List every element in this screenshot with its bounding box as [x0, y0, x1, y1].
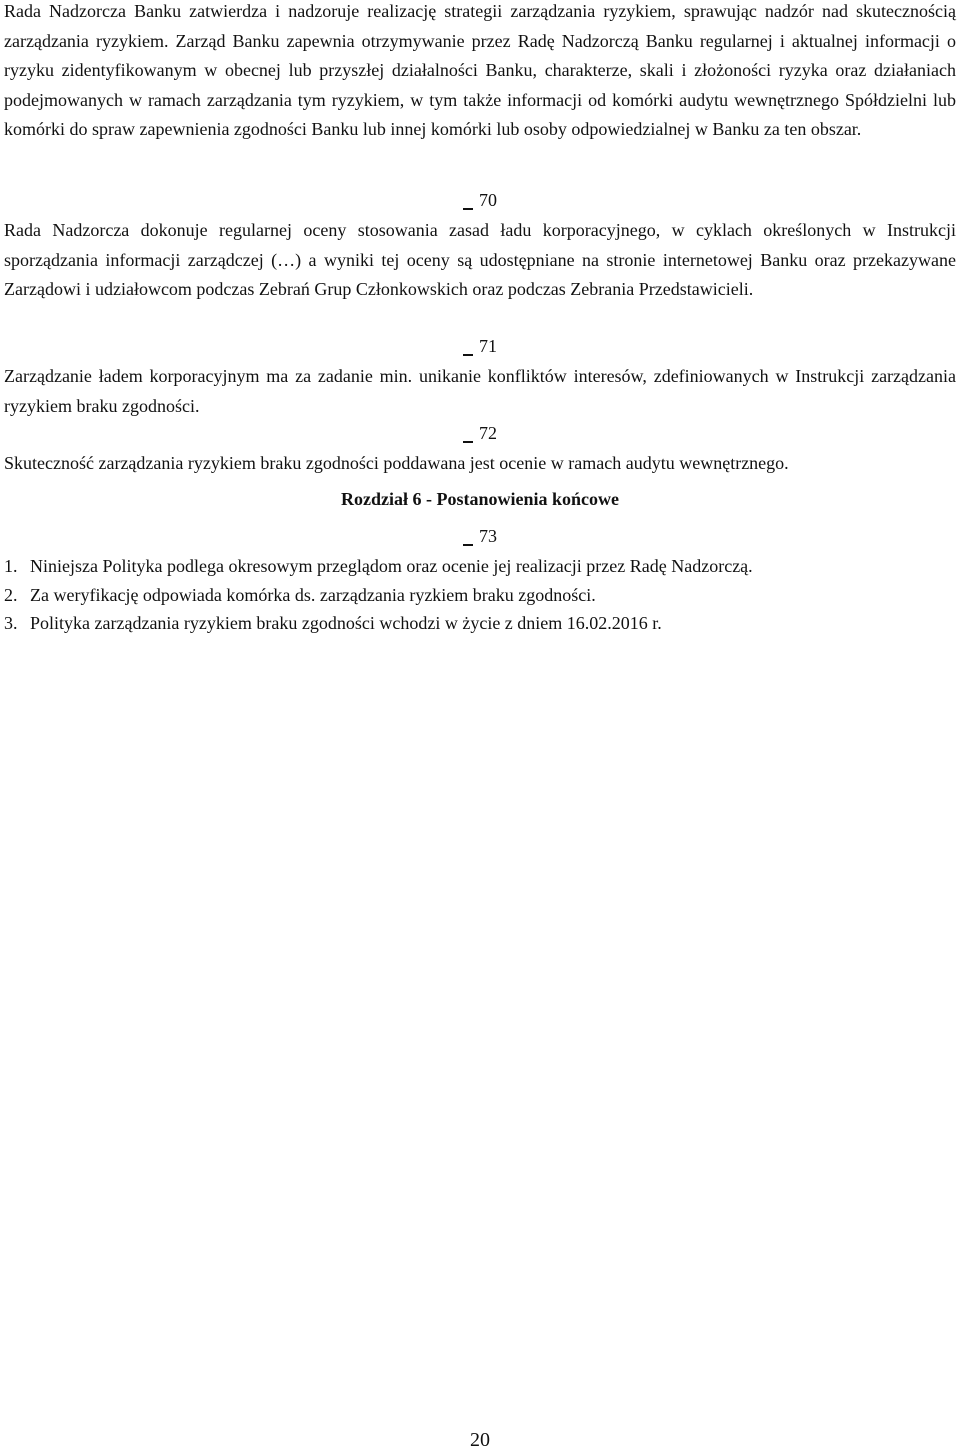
- section-heading-72: [0, 421, 960, 445]
- section-number: 70: [479, 190, 497, 210]
- list-item: [4, 609, 956, 638]
- section-heading-70: [0, 188, 960, 212]
- final-provisions-list: [4, 552, 956, 638]
- chapter-title: Rozdział 6 - Postanowienia końcowe: [341, 489, 619, 509]
- list-item: [4, 552, 956, 581]
- section-sign-icon: [463, 427, 473, 443]
- list-item-text: Polityka zarządzania ryzykiem braku zgodności wchodzi w życie z dniem 16.02.2016 r.: [30, 613, 662, 633]
- list-item-number: 1.: [4, 556, 18, 576]
- section-72-text: Skuteczność zarządzania ryzykiem braku zgodności poddawana jest ocenie w ramach audytu wewnętrznego.: [4, 453, 789, 473]
- section-71-text: Zarządzanie ładem korporacyjnym ma za zadanie min. unikanie konfliktów interesów, zdefiniowanych w Instrukcji zarządzania ryzykiem braku zgodności.: [4, 366, 956, 416]
- section-heading-73: [0, 524, 960, 548]
- section-number: 73: [479, 526, 497, 546]
- section-sign-icon: [463, 530, 473, 546]
- section-number: 72: [479, 423, 497, 443]
- list-item-number: 2.: [4, 584, 18, 605]
- page-number: 20: [470, 1429, 490, 1451]
- intro-paragraph: Rada Nadzorcza Banku zatwierdza i nadzoruje realizację strategii zarządzania ryzykiem, sprawując nadzór nad skutecznością zarządzania ryzykiem. Zarząd Banku zapewnia otrzymywanie przez Radę Nadzorczą Banku regularnej i aktualnej informacji o ryzyku zidentyfikowanym w obecnej lub przyszłej działalności Banku, charakterze, skali i złożoności ryzyka oraz działaniach podejmowanych w ramach zarządzania tym ryzykiem, w tym także informacji od komórki audytu wewnętrznego Spółdzielni lub komórki do spraw zapewnienia zgodności Banku lub innej komórki lub osoby odpowiedzialnej w Banku za ten obszar.: [4, 1, 956, 139]
- section-sign-icon: [463, 340, 473, 356]
- list-item-number: 3.: [4, 613, 18, 633]
- list-item-text: Niniejsza Polityka podlega okresowym przeglądom oraz ocenie jej realizacji przez Radę Nadzorczą.: [30, 556, 753, 576]
- section-sign-icon: [463, 194, 473, 210]
- list-item-text: Za weryfikację odpowiada komórka ds. zarządzania ryzkiem braku zgodności.: [30, 584, 596, 605]
- section-number: 71: [479, 336, 497, 356]
- section-70-text: Rada Nadzorcza dokonuje regularnej oceny stosowania zasad ładu korporacyjnego, w cyklach określonych w Instrukcji sporządzania informacji zarządczej (…) a wyniki tej oceny są udostępniane na stronie internetowej Banku oraz przekazywane Zarządowi i udziałowcom podczas Zebrań Grup Członkowskich oraz podczas Zebrania Przedstawicieli.: [4, 220, 956, 299]
- list-item: [4, 581, 956, 610]
- section-heading-71: [0, 334, 960, 358]
